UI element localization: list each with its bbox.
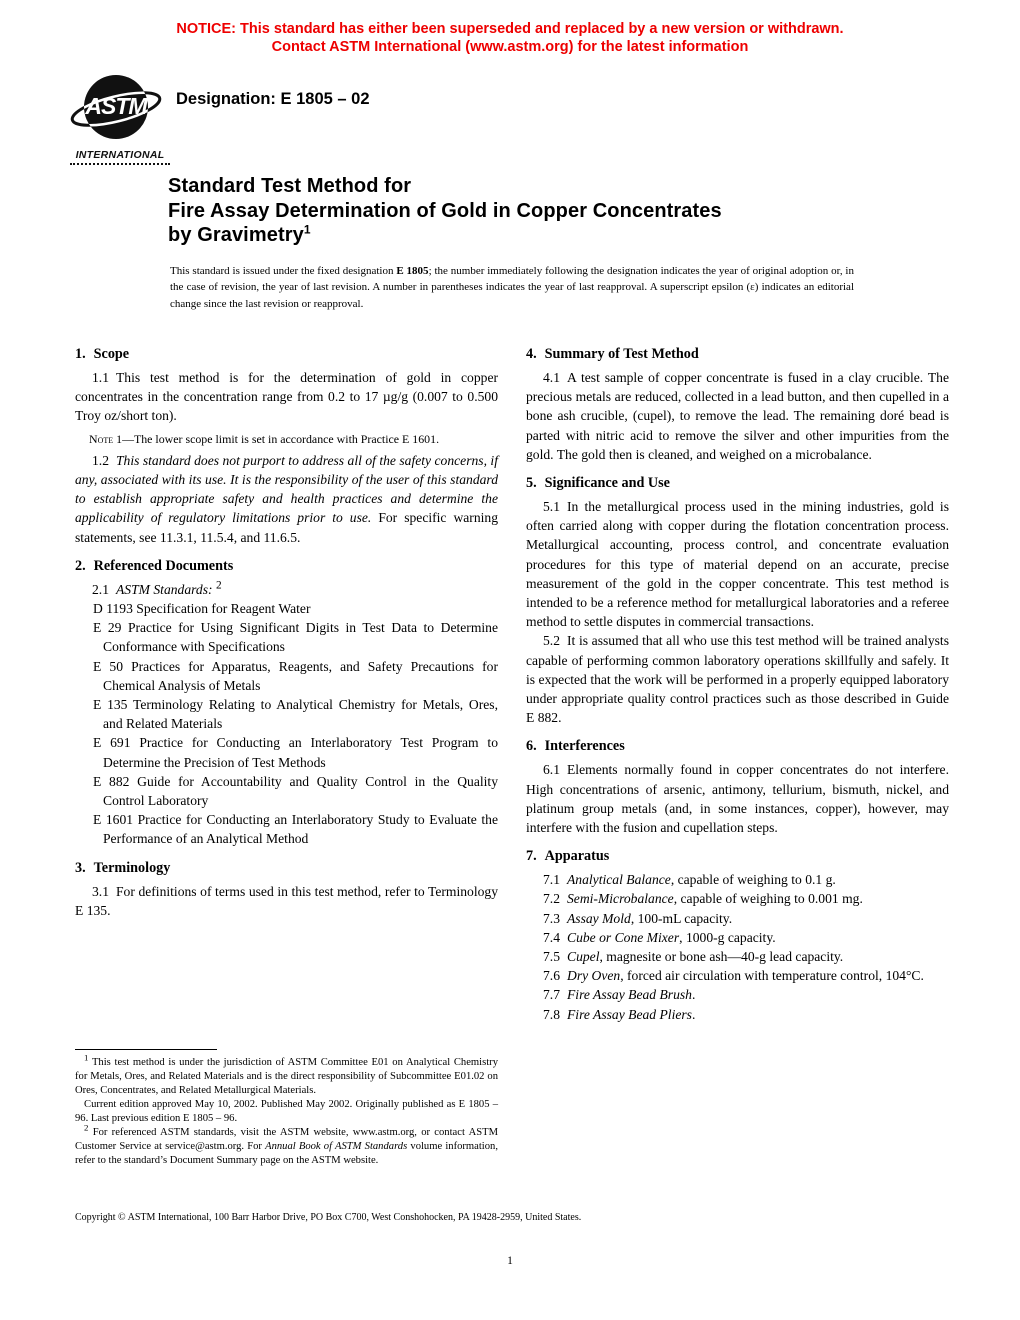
paragraph-5-1-number: 5.1: [543, 499, 560, 515]
section-6-heading: [526, 738, 949, 755]
issue-pre: This standard is issued under the fixed designation: [170, 265, 397, 277]
apparatus-item-name: Analytical Balance: [567, 872, 671, 888]
footnote-1b: Current edition approved May 10, 2002. Published May 2002. Originally published as E 1805 – 96. Last previous edition E 1805 – 96.: [75, 1099, 498, 1124]
notice-line-2: Contact ASTM International (www.astm.org) for the latest information: [271, 39, 749, 55]
note-1: [75, 431, 498, 447]
issue-statement: [170, 263, 854, 312]
paragraph-1-2-italic: This standard does not purport to address all of the safety concerns, if any, associated with its use. It is the responsibility of the user of this standard to establish appropriate safety and health practices and determine the applicability of regulatory limitations prior to use.: [75, 452, 498, 526]
paragraph-1-1-text: This test method is for the determination of gold in copper concentrates in the concentration range from 0.2 to 17 µg/g (0.007 to 0.500 Troy oz/short ton).: [75, 370, 498, 424]
apparatus-item-name: Fire Assay Bead Brush: [567, 987, 692, 1003]
copyright-line: Copyright © ASTM International, 100 Barr Harbor Drive, PO Box C700, West Conshohocken, PA 19428-2959, United States.: [75, 1212, 582, 1223]
section-7-title: Apparatus: [544, 848, 610, 865]
section-2-title: Referenced Documents: [93, 557, 234, 574]
apparatus-item-desc: , 1000-g capacity.: [679, 929, 776, 945]
section-3-heading: [75, 860, 498, 877]
paragraph-5-1-text: In the metallurgical process used in the mining industries, gold is often carried along with copper during the flotation concentration process. Metallurgical accounting, process control, and concentrate evaluation procedures for this type of material depend on an accurate, precise measurement of the gold in the copper concentrate. This test method is intended to be a reference method for metallurgical laboratories and a referee method to settle disputes in commercial transactions.: [526, 499, 949, 630]
section-2-heading: [75, 558, 498, 575]
astm-logo: [70, 72, 170, 165]
reference-item: E 882 Guide for Accountability and Quality Control in the Quality Control Laboratory: [93, 773, 498, 809]
apparatus-item: [526, 870, 949, 889]
apparatus-item-desc: .: [691, 1006, 696, 1022]
section-3-title: Terminology: [93, 859, 171, 876]
section-1-title: Scope: [93, 346, 130, 362]
apparatus-item-desc: , capable of weighing to 0.001 mg.: [673, 891, 863, 907]
paragraph-5-2-number: 5.2: [543, 633, 560, 649]
section-5-number: 5.: [526, 475, 537, 492]
note-1-text: —The lower scope limit is set in accordance with Practice E 1601.: [122, 431, 440, 446]
astm-logo-international-label: INTERNATIONAL: [70, 149, 170, 165]
apparatus-item-number: 7.8: [543, 1006, 560, 1022]
body-columns: [75, 346, 949, 1168]
title-line-3: [168, 223, 722, 248]
paragraph-2-1-italic: ASTM Standards:: [116, 581, 213, 597]
paragraph-4-1-text: A test sample of copper concentrate is fused in a clay crucible. The precious metals are reduced, collected in a lead button, and then cupelled in a bone ash crucible, (cupel), to remove the lead. The remaining doré bead is parted with nitric acid to remove the silver and other impurities from the gold. The gold then is cleaned, and weighed on a microbalance.: [526, 370, 949, 462]
paragraph-4-1-number: 4.1: [543, 370, 560, 385]
reference-item: E 50 Practices for Apparatus, Reagents, and Safety Precautions for Chemical Analysis of Metals: [93, 658, 498, 693]
notice-line-1: NOTICE: This standard has either been superseded and replaced by a new version or withdrawn.: [176, 21, 844, 37]
footnote-2-post: volume information, refer to the standard’s Document Summary page on the ASTM website.: [75, 1141, 498, 1166]
page-number: 1: [507, 1255, 513, 1267]
section-2-number: 2.: [75, 557, 86, 574]
apparatus-item-name: Semi-Microbalance: [567, 891, 674, 907]
apparatus-item-number: 7.3: [543, 910, 560, 926]
note-1-label: Note 1: [89, 431, 123, 446]
apparatus-item: [526, 928, 949, 947]
apparatus-item-number: 7.7: [543, 987, 560, 1003]
supersession-notice: [0, 20, 1020, 56]
footnote-1-text: This test method is under the jurisdiction of ASTM Committee E01 on Analytical Chemistry for Metals, Ores, and Related Materials and is the direct responsibility of Subcommittee E01.02 on Ores, Concentrates, and Related Metallurgical Materials.: [75, 1057, 498, 1096]
footnote-1: [75, 1052, 498, 1098]
reference-item: E 691 Practice for Conducting an Interlaboratory Test Program to Determine the Precision of Test Methods: [93, 735, 498, 770]
apparatus-item-number: 7.2: [543, 891, 560, 907]
paragraph-6-1-text: Elements normally found in copper concentrates do not interfere. High concentrations of arsenic, antimony, tellurium, bismuth, nickel, and platinum group metals (and, in some instances, copper), however, may interfere with the fusion and cupellation steps.: [526, 762, 949, 836]
issue-post: ; the number immediately following the designation indicates the year of original adoption or, in the case of revision, the year of last revision. A number in parentheses indicates the year of last reapproval. A superscript epsilon (ε) indicates an editorial change since the last revision or reapproval.: [170, 265, 854, 310]
section-3-number: 3.: [75, 859, 86, 876]
footnotes: [75, 1049, 498, 1168]
title-footnote-ref: 1: [303, 222, 311, 237]
paragraph-6-1: [526, 760, 949, 837]
paragraph-5-1: [526, 497, 949, 631]
paragraph-1-2-rest: For specific warning statements, see 11.3.1, 11.5.4, and 11.6.5.: [75, 510, 498, 545]
astm-logo-icon: [70, 72, 170, 148]
section-4-title: Summary of Test Method: [544, 346, 699, 362]
footnote-2: [75, 1122, 499, 1168]
apparatus-item-name: Cube or Cone Mixer: [567, 929, 680, 945]
section-7-number: 7.: [526, 848, 537, 865]
footnote-1-marker: 1: [84, 1052, 89, 1063]
paragraph-1-1: [75, 368, 498, 426]
title-line-1: Standard Test Method for: [168, 175, 412, 197]
apparatus-item: [526, 985, 949, 1004]
apparatus-item-desc: .: [691, 987, 696, 1003]
footnote-2-pre: For referenced ASTM standards, visit the ASTM website, www.astm.org, or contact ASTM Customer Service at service@astm.org. For: [75, 1127, 499, 1152]
reference-item: E 135 Terminology Relating to Analytical Chemistry for Metals, Ores, and Related Materials: [93, 697, 498, 732]
apparatus-item-desc: , magnesite or bone ash—40-g lead capacity.: [599, 949, 844, 965]
apparatus-item: [526, 909, 949, 928]
apparatus-item: [526, 966, 949, 985]
section-5-heading: [526, 475, 949, 492]
reference-item: E 1601 Practice for Conducting an Interlaboratory Study to Evaluate the Performance of an Analytical Method: [93, 812, 498, 847]
paragraph-4-1: [526, 368, 949, 464]
section-6-number: 6.: [526, 738, 537, 755]
paragraph-3-1-text: For definitions of terms used in this test method, refer to Terminology E 135.: [75, 883, 498, 918]
paragraph-2-1-footnote-ref: 2: [215, 579, 222, 592]
footnote-2-italic: Annual Book of ASTM Standards: [265, 1141, 408, 1152]
right-column: [526, 346, 949, 1168]
title-line-2: Fire Assay Determination of Gold in Copper Concentrates: [168, 199, 722, 222]
designation-label: Designation: E 1805 – 02: [176, 90, 370, 108]
apparatus-item-number: 7.5: [543, 949, 560, 965]
paragraph-1-2: [75, 451, 498, 547]
reference-item: E 29 Practice for Using Significant Digits in Test Data to Determine Conformance with Specifications: [93, 620, 498, 655]
paragraph-2-1: [75, 580, 498, 599]
paragraph-3-1-number: 3.1: [92, 883, 109, 899]
paragraph-1-2-number: 1.2: [92, 452, 109, 468]
paragraph-1-1-number: 1.1: [92, 370, 109, 385]
paragraph-3-1: [75, 882, 498, 920]
apparatus-item-number: 7.4: [543, 929, 560, 945]
apparatus-item-name: Assay Mold: [567, 910, 631, 926]
apparatus-item-name: Fire Assay Bead Pliers: [567, 1006, 692, 1022]
section-6-title: Interferences: [544, 738, 625, 755]
paragraph-5-2: [526, 631, 949, 727]
section-5-title: Significance and Use: [544, 475, 670, 492]
section-4-number: 4.: [526, 346, 537, 362]
issue-designation: E 1805: [396, 265, 429, 277]
left-column: [75, 346, 498, 1168]
footnote-rule: [75, 1049, 217, 1050]
section-1-heading: [75, 346, 498, 363]
apparatus-item: [526, 889, 949, 908]
svg-text:ASTM: ASTM: [85, 93, 147, 119]
apparatus-item-name: Cupel: [567, 949, 600, 965]
apparatus-item-desc: , forced air circulation with temperature control, 104°C.: [620, 968, 924, 984]
apparatus-item-desc: , capable of weighing to 0.1 g.: [670, 872, 836, 888]
section-7-heading: [526, 848, 949, 865]
apparatus-item-name: Dry Oven: [567, 968, 621, 984]
document-title: [168, 174, 722, 248]
reference-item: D 1193 Specification for Reagent Water: [93, 601, 311, 617]
apparatus-item-number: 7.6: [543, 968, 560, 984]
paragraph-2-1-number: 2.1: [92, 581, 109, 597]
title-line-3-text: by Gravimetry: [168, 224, 304, 246]
paragraph-6-1-number: 6.1: [543, 762, 560, 778]
apparatus-item-number: 7.1: [543, 872, 560, 888]
section-4-heading: [526, 346, 949, 363]
apparatus-item: [526, 947, 949, 966]
section-1-number: 1.: [75, 346, 86, 362]
apparatus-item-desc: , 100-mL capacity.: [630, 910, 733, 926]
footnote-2-marker: 2: [84, 1122, 89, 1133]
paragraph-5-2-text: It is assumed that all who use this test method will be trained analysts capable of performing common laboratory operations skillfully and safely. It is expected that the work will be performed in a properly equipped laboratory under appropriate quality control practices such as those described in Guide E 882.: [526, 633, 949, 726]
apparatus-item: [526, 1005, 949, 1024]
